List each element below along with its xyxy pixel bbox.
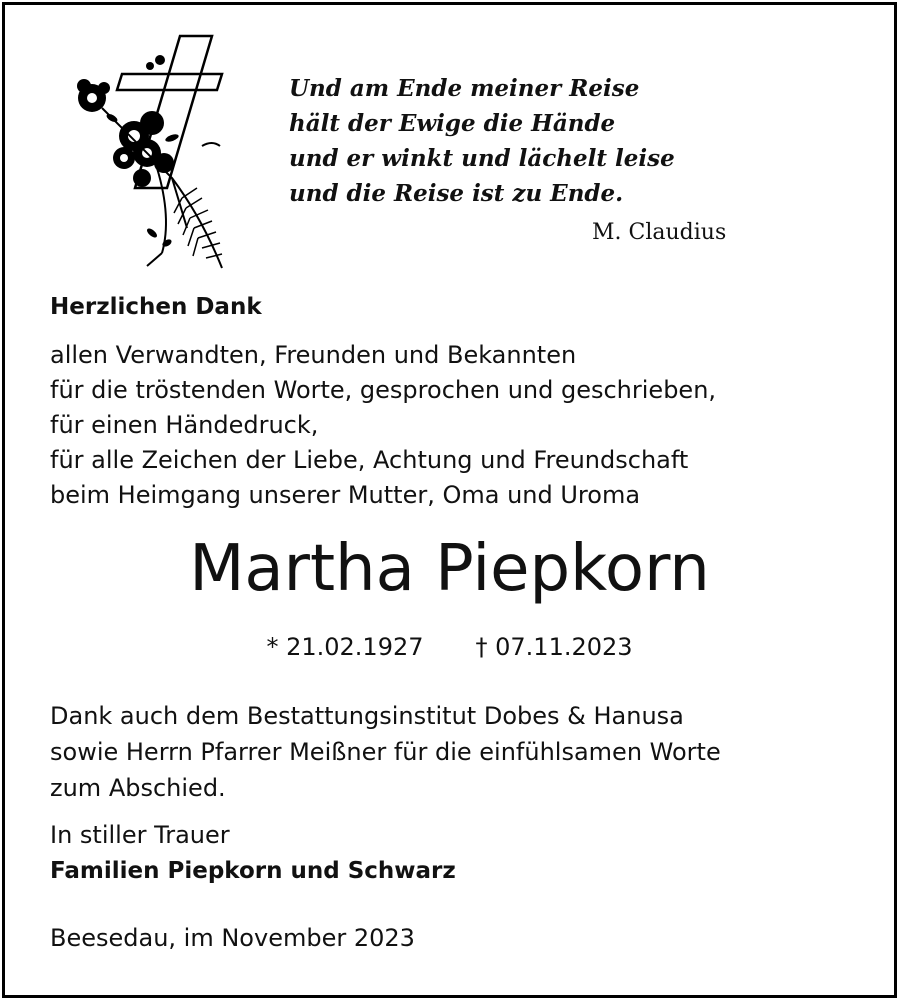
thanks-heading: Herzlichen Dank bbox=[50, 294, 262, 320]
thanks-line: beim Heimgang unserer Mutter, Oma und Uroma bbox=[50, 481, 641, 509]
further-thanks-line: sowie Herrn Pfarrer Meißner für die einfühlsamen Worte bbox=[50, 738, 721, 766]
place-date: Beesedau, im November 2023 bbox=[50, 924, 415, 952]
deceased-name: Martha Piepkorn bbox=[189, 532, 710, 606]
death-date: † 07.11.2023 bbox=[475, 633, 633, 661]
poem-line: hält der Ewige die Hände bbox=[289, 110, 616, 137]
cross-with-roses-icon bbox=[62, 28, 242, 276]
families-signature: Familien Piepkorn und Schwarz bbox=[50, 858, 456, 884]
thanks-line: für einen Händedruck, bbox=[50, 411, 319, 439]
further-thanks bbox=[50, 698, 721, 806]
thanks-line: für alle Zeichen der Liebe, Achtung und Freundschaft bbox=[50, 446, 689, 474]
birth-date: * 21.02.1927 bbox=[266, 633, 424, 661]
further-thanks-line: Dank auch dem Bestattungsinstitut Dobes & Hanusa bbox=[50, 702, 684, 730]
poem-line: und die Reise ist zu Ende. bbox=[289, 180, 624, 207]
further-thanks-line: zum Abschied. bbox=[50, 774, 226, 802]
poem-line: und er winkt und lächelt leise bbox=[289, 145, 675, 172]
thanks-line: allen Verwandten, Freunden und Bekannten bbox=[50, 341, 577, 369]
mourning-label: In stiller Trauer bbox=[50, 821, 230, 849]
poem-line: Und am Ende meiner Reise bbox=[289, 75, 640, 102]
poem bbox=[289, 71, 675, 211]
poem-author: M. Claudius bbox=[592, 220, 727, 245]
thanks-text bbox=[50, 338, 716, 513]
thanks-line: für die tröstenden Worte, gesprochen und geschrieben, bbox=[50, 376, 717, 404]
life-dates bbox=[0, 633, 899, 661]
